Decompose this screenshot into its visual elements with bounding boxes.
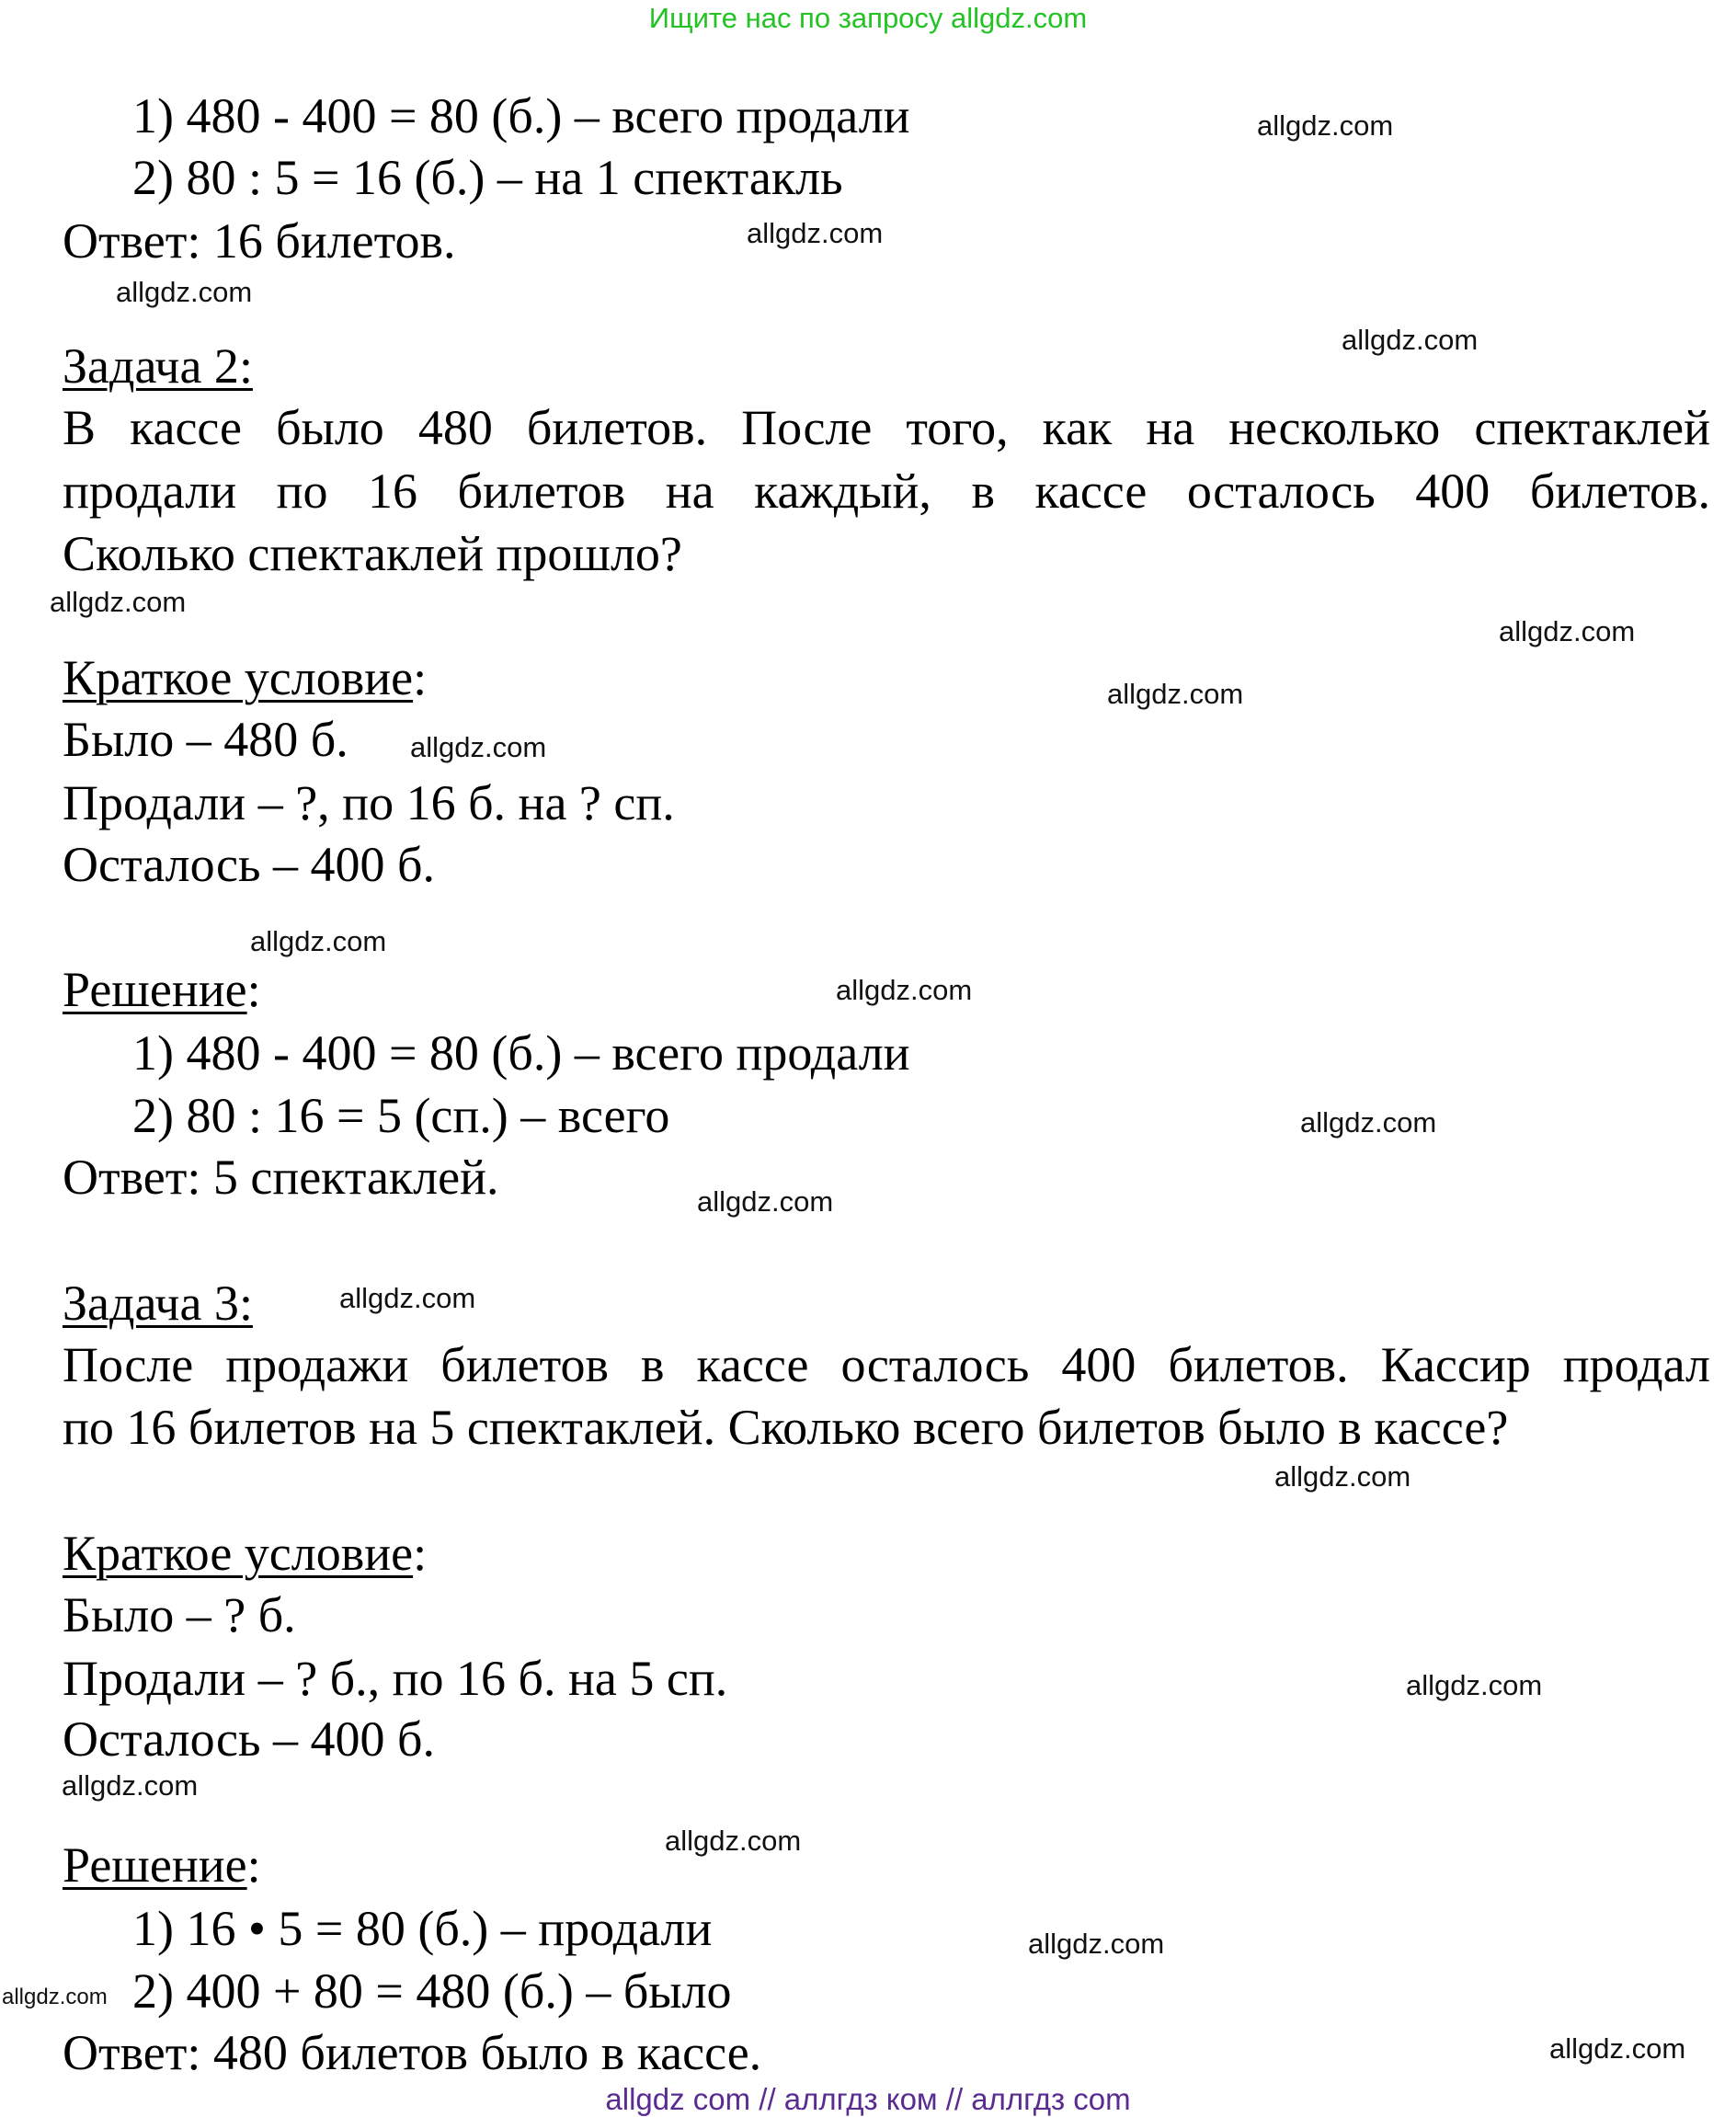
solution-step: 1) 16 • 5 = 80 (б.) – продали <box>132 1901 713 1956</box>
watermark: allgdz.com <box>339 1282 476 1314</box>
condition-line: Осталось – 400 б. <box>63 1711 436 1767</box>
condition-line: Было – 480 б. <box>63 712 348 767</box>
answer: Ответ: 16 билетов. <box>63 213 456 269</box>
colon: : <box>246 1837 261 1893</box>
solution-title-text: Решение <box>63 1837 247 1893</box>
solution-title <box>63 1836 261 1894</box>
task-text: продали по 16 билетов на каждый, в кассе осталось 400 билетов. <box>63 463 1710 519</box>
task-2-title <box>63 337 253 395</box>
condition-title-text: Краткое условие <box>63 1526 414 1581</box>
condition-line: Осталось – 400 б. <box>63 837 436 892</box>
watermark: allgdz.com <box>1499 615 1636 647</box>
condition-line: Было – ? б. <box>63 1587 296 1642</box>
watermark: allgdz.com <box>1549 2032 1686 2065</box>
watermark: allgdz.com <box>410 731 547 763</box>
solution-step: 1) 480 - 400 = 80 (б.) – всего продали <box>132 1025 910 1081</box>
condition-title <box>63 648 427 707</box>
colon: : <box>413 650 428 705</box>
watermark: allgdz.com <box>1107 678 1244 710</box>
colon: : <box>238 338 253 394</box>
condition-line: Продали – ? б., по 16 б. на 5 сп. <box>63 1651 728 1706</box>
watermark: allgdz.com <box>1406 1669 1543 1701</box>
footer-links: allgdz com // аллгдз ком // аллгдз com <box>605 2082 1131 2116</box>
solution-title-text: Решение <box>63 962 247 1017</box>
task-text: После продажи билетов в кассе осталось 400 билетов. Кассир продал <box>63 1337 1710 1392</box>
task-text: по 16 билетов на 5 спектаклей. Сколько всего билетов было в кассе? <box>63 1400 1509 1455</box>
solution-step: 2) 400 + 80 = 480 (б.) – было <box>132 1963 732 2019</box>
colon: : <box>246 962 261 1017</box>
watermark: allgdz.com <box>1257 109 1394 142</box>
answer: Ответ: 5 спектаклей. <box>63 1150 499 1205</box>
task-3-title <box>63 1274 253 1333</box>
watermark: allgdz.com <box>116 276 253 308</box>
watermark: allgdz.com <box>2 1985 108 2009</box>
solution-title <box>63 960 261 1019</box>
task-text: В кассе было 480 билетов. После того, как на несколько спектаклей <box>63 400 1710 455</box>
watermark: allgdz.com <box>50 586 187 618</box>
watermark: allgdz.com <box>1028 1928 1165 1960</box>
task-title-text: Задача 2 <box>63 338 239 394</box>
solution-step: 2) 80 : 16 = 5 (сп.) – всего <box>132 1088 670 1143</box>
task-title-text: Задача 3 <box>63 1276 239 1331</box>
colon: : <box>413 1526 428 1581</box>
watermark: allgdz.com <box>250 925 387 957</box>
watermark: allgdz.com <box>665 1825 802 1857</box>
watermark: allgdz.com <box>1300 1106 1437 1139</box>
condition-title <box>63 1524 427 1583</box>
watermark: allgdz.com <box>1274 1460 1411 1493</box>
solution-step: 2) 80 : 5 = 16 (б.) – на 1 спектакль <box>132 150 843 205</box>
answer: Ответ: 480 билетов было в кассе. <box>63 2025 762 2080</box>
watermark: allgdz.com <box>62 1769 199 1802</box>
colon: : <box>238 1276 253 1331</box>
task-text: Сколько спектаклей прошло? <box>63 526 682 581</box>
condition-title-text: Краткое условие <box>63 650 414 705</box>
watermark: allgdz.com <box>1342 324 1479 356</box>
watermark: allgdz.com <box>747 217 884 249</box>
watermark: allgdz.com <box>836 974 973 1006</box>
condition-line: Продали – ?, по 16 б. на ? сп. <box>63 775 675 830</box>
watermark: allgdz.com <box>697 1185 834 1218</box>
solution-step: 1) 480 - 400 = 80 (б.) – всего продали <box>132 88 910 143</box>
search-banner: Ищите нас по запросу allgdz.com <box>648 2 1088 34</box>
